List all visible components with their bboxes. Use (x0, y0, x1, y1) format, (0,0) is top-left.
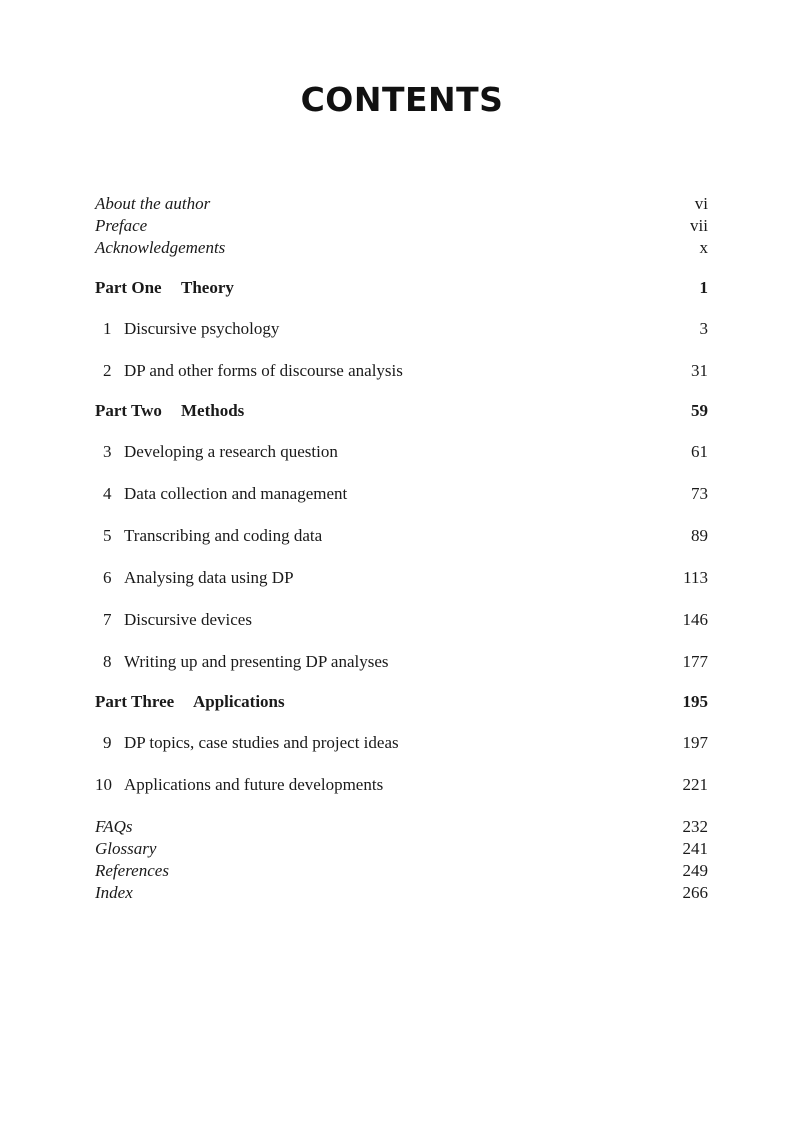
toc-chapter-10[interactable] (95, 774, 708, 796)
toc-part-two[interactable] (95, 401, 708, 421)
entry-label: About the author (95, 194, 211, 213)
entry-label: FAQs (95, 817, 133, 836)
toc-part-three[interactable] (95, 692, 708, 712)
chapter-title: Applications and future developments (124, 775, 384, 794)
chapter-title: Data collection and management (124, 484, 348, 503)
chapter-page: 197 (682, 733, 708, 752)
toc-chapter-2[interactable] (95, 360, 708, 382)
chapter-number: 7 (103, 610, 112, 629)
entry-page: vi (694, 194, 708, 213)
chapter-title: Transcribing and coding data (124, 526, 323, 545)
part-label: Part One (95, 278, 162, 297)
chapter-title: Discursive devices (124, 610, 252, 629)
entry-page: x (699, 238, 708, 257)
part-page: 1 (699, 278, 708, 297)
chapter-number: 4 (103, 484, 112, 503)
toc-entry-glossary[interactable] (95, 838, 708, 860)
toc-entry-faqs[interactable] (95, 816, 708, 838)
toc-chapter-6[interactable] (95, 567, 708, 589)
entry-page: 232 (682, 817, 708, 836)
toc-part-one[interactable] (95, 278, 708, 298)
chapter-page: 146 (682, 610, 708, 629)
part-page: 59 (691, 401, 708, 420)
toc-chapter-7[interactable] (95, 609, 708, 631)
chapter-page: 113 (683, 568, 708, 587)
part-label: Part Three (95, 692, 175, 711)
toc-entry-acknowledgements[interactable] (95, 237, 708, 259)
chapter-number: 1 (103, 319, 112, 338)
part-page: 195 (682, 692, 708, 711)
chapter-title: Discursive psychology (124, 319, 280, 338)
page-title: CONTENTS (300, 80, 504, 119)
entry-label: Glossary (95, 839, 157, 858)
chapter-number: 10 (95, 775, 112, 794)
chapter-page: 177 (682, 652, 708, 671)
chapter-number: 6 (103, 568, 112, 587)
chapter-number: 8 (103, 652, 112, 671)
chapter-page: 31 (691, 361, 708, 380)
entry-label: Preface (95, 216, 148, 235)
toc-entry-preface[interactable] (95, 215, 708, 237)
entry-page: 266 (682, 883, 708, 902)
chapter-page: 221 (682, 775, 708, 794)
chapter-page: 89 (691, 526, 708, 545)
part-name: Methods (181, 401, 245, 420)
part-name: Theory (181, 278, 234, 297)
part-name: Applications (193, 692, 285, 711)
entry-label: Acknowledgements (95, 238, 226, 257)
chapter-page: 73 (691, 484, 708, 503)
back-matter (95, 816, 708, 904)
chapter-title: DP topics, case studies and project ideas (124, 733, 399, 752)
toc-chapter-5[interactable] (95, 525, 708, 547)
front-matter (95, 193, 708, 259)
toc-chapter-4[interactable] (95, 483, 708, 505)
chapter-title: DP and other forms of discourse analysis (124, 361, 403, 380)
toc-chapter-9[interactable] (95, 732, 708, 754)
chapter-number: 3 (103, 442, 112, 461)
toc-chapter-3[interactable] (95, 441, 708, 463)
toc-entry-index[interactable] (95, 882, 708, 904)
toc-chapter-1[interactable] (95, 318, 708, 340)
chapter-title: Developing a research question (124, 442, 338, 461)
entry-label: Index (95, 883, 133, 902)
chapter-page: 3 (699, 319, 708, 338)
entry-page: 249 (682, 861, 708, 880)
chapter-number: 9 (103, 733, 112, 752)
toc-entry-about-author[interactable] (95, 193, 708, 215)
chapter-page: 61 (691, 442, 708, 461)
chapter-title: Writing up and presenting DP analyses (124, 652, 389, 671)
entry-page: 241 (682, 839, 708, 858)
chapter-number: 2 (103, 361, 112, 380)
toc-entry-references[interactable] (95, 860, 708, 882)
toc-chapter-8[interactable] (95, 651, 708, 673)
part-label: Part Two (95, 401, 162, 420)
table-of-contents (95, 193, 708, 904)
entry-page: vii (690, 216, 708, 235)
chapter-title: Analysing data using DP (124, 568, 294, 587)
entry-label: References (95, 861, 169, 880)
chapter-number: 5 (103, 526, 112, 545)
